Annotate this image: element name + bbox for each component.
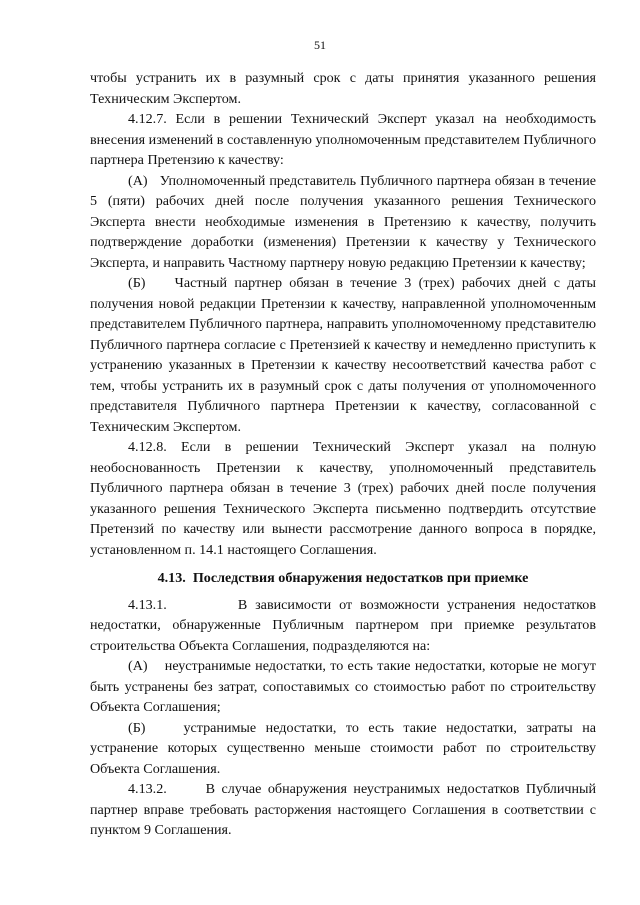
subclause-b: (Б) Частный партнер обязан в течение 3 (трех) рабочих дней с даты получения новой редакции Претензии к качеству, направленной уполномоченным представителем Публичного партнера, направить уполномоченному представителю Публичного партнера согласие с Претензией к качеству и немедленно приступить к устранению указанных в Претензии к качеству несоответствий качества работ с тем, чтобы устранить их в разумный срок с даты получения от уполномоченного представителя Публичного партнера Претензии к качеству, согласованной с Техническим Экспертом.	[90, 275, 596, 435]
clause-4-12-8: 4.12.8. Если в решении Технический Эксперт указал на полную необоснованность Претензии к качеству, уполномоченный представитель Публичного партнера обязан в течение 3 (трех) рабочих дней после получения указанного решения Технического Эксперта письменно подтвердить отсутствие Претензий по качеству или вынести рассмотрение данного вопроса в порядке, установленном п. 14.1 настоящего Соглашения.	[90, 439, 596, 558]
subclause-a-irremovable: (А) неустранимые недостатки, то есть такие недостатки, которые не могут быть устранены без затрат, сопоставимых со стоимостью работ по строительству Объекта Соглашения;	[90, 658, 596, 715]
subclause-a: (А) Уполномоченный представитель Публичного партнера обязан в течение 5 (пяти) рабочих дней после получения указанного решения Технического Эксперта внести необходимые изменения в Претензию к качеству, получить подтверждение доработки (изменения) Претензии к качеству у Технического Эксперта, и направить Частному партнеру новую редакцию Претензии к качеству;	[90, 172, 596, 271]
clause-4-13-2: 4.13.2. В случае обнаружения неустранимых недостатков Публичный партнер вправе требовать расторжения настоящего Соглашения в соответствии с пунктом 9 Соглашения.	[90, 781, 596, 838]
clause-4-12-7: 4.12.7. Если в решении Технический Эксперт указал на необходимость внесения изменений в составленную уполномоченным представителем Публичного партнера Претензию к качеству:	[90, 111, 596, 168]
clause-4-13-1: 4.13.1. В зависимости от возможности устранения недостатков недостатки, обнаруженные Публичным партнером при приемке результатов строительства Объекта Соглашения, подразделяются на:	[90, 596, 596, 654]
paragraph-continuation: чтобы устранить их в разумный срок с даты принятия указанного решения Техническим Экспертом.	[90, 70, 596, 107]
section-heading: 4.13. Последствия обнаружения недостатков при приемке	[157, 570, 529, 586]
subclause-b-removable: (Б) устранимые недостатки, то есть такие недостатки, затраты на устранение которых существенно меньше стоимости работ по строительству Объекта Соглашения.	[90, 719, 596, 777]
document-body	[90, 68, 596, 841]
page-number: 51	[314, 38, 326, 52]
